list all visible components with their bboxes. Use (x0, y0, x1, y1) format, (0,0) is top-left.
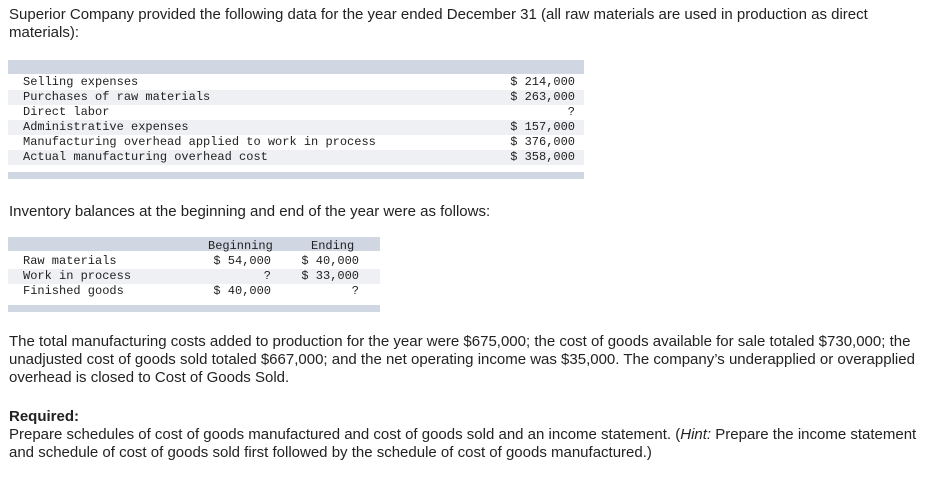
row-label: Raw materials (23, 254, 117, 268)
row-label: Selling expenses (23, 75, 139, 89)
required-section (9, 408, 944, 462)
intro-text: Superior Company provided the following data for the year ended December 31 (all raw materials are used in production as direct materials): (9, 6, 868, 41)
table-row (8, 150, 584, 165)
table-row (8, 254, 380, 269)
row-label: Direct labor (23, 105, 110, 119)
table-row (8, 269, 380, 284)
row-label: Manufacturing overhead applied to work in process (23, 135, 376, 149)
ending-value: ? (351, 284, 359, 298)
row-label: Finished goods (23, 284, 124, 298)
table-row (8, 90, 584, 105)
row-label: Actual manufacturing overhead cost (23, 150, 268, 164)
required-text-after-hint: Prepare the income statement and schedule of cost of goods sold first followed by the schedule of cost of goods manufactured.) (9, 426, 917, 461)
row-value: $ 263,000 (510, 90, 575, 104)
required-heading: Required: (9, 408, 80, 425)
beginning-value: $ 54,000 (213, 254, 271, 268)
table-row (8, 135, 584, 150)
beginning-header: Beginning (208, 239, 273, 253)
row-value: $ 157,000 (510, 120, 575, 134)
cost-data-table (8, 60, 584, 180)
ending-value: $ 40,000 (301, 254, 359, 268)
inventory-intro-text: Inventory balances at the beginning and end of the year were as follows: (9, 203, 491, 220)
table-row (8, 120, 584, 135)
inventory-table (8, 237, 380, 313)
row-value: $ 358,000 (510, 150, 575, 164)
table-header-row (8, 239, 380, 254)
table-footer-bar (8, 305, 380, 312)
row-value: ? (567, 105, 575, 119)
table-footer-bar (8, 172, 584, 179)
row-value: $ 214,000 (510, 75, 575, 89)
required-text-before-hint: Prepare schedules of cost of goods manufactured and cost of goods sold and an income statement. ( (9, 426, 681, 443)
ending-value: $ 33,000 (301, 269, 359, 283)
row-label: Work in process (23, 269, 132, 283)
table-row (8, 75, 584, 90)
table-header-bar (8, 60, 584, 74)
hint-label: Hint: (680, 426, 712, 443)
ending-header: Ending (311, 239, 355, 253)
row-label: Purchases of raw materials (23, 90, 211, 104)
totals-text: The total manufacturing costs added to production for the year were $675,000; the cost of goods available for sale totaled $730,000; the unadjusted cost of goods sold totaled $667,000; and the net operating income was $35,000. The company’s underapplied or overapplied overhead is closed to Cost of Goods Sold. (9, 333, 915, 386)
row-value: $ 376,000 (510, 135, 575, 149)
beginning-value: $ 40,000 (213, 284, 271, 298)
table-row (8, 105, 584, 120)
row-label: Administrative expenses (23, 120, 189, 134)
beginning-value: ? (263, 269, 271, 283)
table-row (8, 284, 380, 299)
